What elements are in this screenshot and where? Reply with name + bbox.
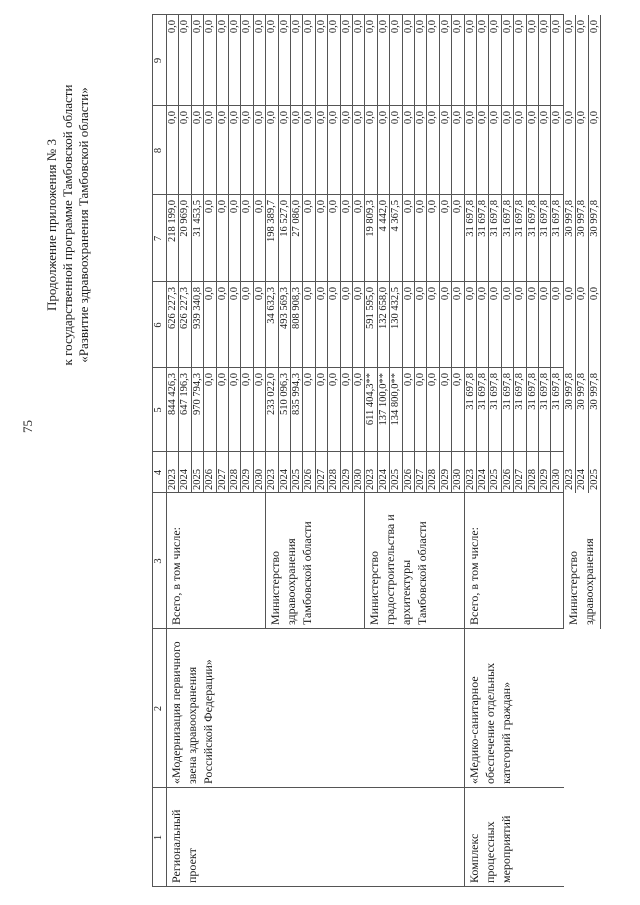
year-cell: 2028 bbox=[526, 469, 538, 490]
group-line bbox=[265, 493, 266, 629]
year-cell: 2027 bbox=[415, 469, 426, 490]
value-cell: 0,0 bbox=[452, 287, 464, 301]
value-cell: 31 697,8 bbox=[501, 200, 513, 237]
value-cell: 591 595,0 bbox=[365, 287, 377, 329]
year-cell: 2023 bbox=[464, 469, 476, 490]
value-cell: 0,0 bbox=[588, 287, 600, 301]
value-cell: 0,0 bbox=[377, 20, 389, 34]
value-cell: 0,0 bbox=[229, 200, 240, 214]
value-cell: 0,0 bbox=[179, 20, 191, 34]
year-cell: 2024 bbox=[477, 469, 488, 490]
value-cell: 939 340,8 bbox=[191, 287, 203, 329]
value-cell: 0,0 bbox=[353, 287, 364, 301]
value-cell: 0,0 bbox=[501, 20, 513, 34]
value-cell: 0,0 bbox=[253, 373, 265, 387]
column-number: 5 bbox=[153, 407, 164, 413]
value-cell: 34 632,3 bbox=[266, 287, 278, 324]
year-cell: 2029 bbox=[241, 469, 253, 490]
value-cell: 0,0 bbox=[427, 20, 439, 34]
heading-line-3: «Развитие здравоохранения Тамбовской области» bbox=[76, 87, 91, 363]
value-cell: 0,0 bbox=[340, 287, 352, 301]
value-cell: 0,0 bbox=[328, 111, 340, 125]
value-cell: 0,0 bbox=[216, 20, 228, 34]
value-cell: 31 697,8 bbox=[489, 373, 501, 410]
value-cell: 0,0 bbox=[415, 111, 426, 125]
year-cell: 2026 bbox=[204, 469, 216, 490]
year-cell: 2029 bbox=[340, 469, 352, 490]
value-cell: 0,0 bbox=[452, 200, 464, 214]
value-cell: 0,0 bbox=[216, 287, 228, 301]
value-cell: 0,0 bbox=[340, 200, 352, 214]
column-number: 2 bbox=[153, 705, 164, 712]
column-number: 7 bbox=[153, 235, 164, 242]
value-cell: 808 908,3 bbox=[291, 287, 302, 329]
value-cell: 27 086,0 bbox=[291, 200, 302, 237]
year-cell: 2025 bbox=[588, 469, 600, 490]
value-cell: 0,0 bbox=[514, 287, 526, 301]
column-line bbox=[152, 367, 564, 368]
year-cell: 2028 bbox=[427, 469, 439, 490]
value-cell: 31 697,8 bbox=[514, 373, 526, 410]
value-cell: 0,0 bbox=[253, 287, 265, 301]
value-cell: 0,0 bbox=[439, 200, 451, 214]
year-cell: 2028 bbox=[328, 469, 340, 490]
column-number: 1 bbox=[153, 834, 164, 841]
value-cell: 0,0 bbox=[266, 20, 278, 34]
value-cell: 0,0 bbox=[439, 111, 451, 125]
value-cell: 31 453,5 bbox=[191, 200, 203, 237]
year-cell: 2030 bbox=[253, 469, 265, 490]
value-cell: 0,0 bbox=[402, 200, 414, 214]
value-cell: 30 997,8 bbox=[563, 373, 575, 410]
value-cell: 30 997,8 bbox=[576, 373, 588, 410]
value-cell: 0,0 bbox=[278, 111, 290, 125]
value-cell: 0,0 bbox=[563, 20, 575, 34]
value-cell: 0,0 bbox=[353, 200, 364, 214]
value-cell: 0,0 bbox=[328, 200, 340, 214]
value-cell: 0,0 bbox=[303, 20, 315, 34]
value-cell: 0,0 bbox=[402, 20, 414, 34]
section-name: «Модернизация первичного звена здравоохранения Российской Федерации» bbox=[169, 641, 215, 784]
value-cell: 0,0 bbox=[551, 20, 563, 34]
value-cell: 0,0 bbox=[216, 373, 228, 387]
value-cell: 0,0 bbox=[439, 287, 451, 301]
value-cell: 0,0 bbox=[315, 373, 327, 387]
value-cell: 0,0 bbox=[402, 111, 414, 125]
value-cell: 0,0 bbox=[241, 373, 253, 387]
value-cell: 0,0 bbox=[204, 373, 216, 387]
value-cell: 0,0 bbox=[315, 287, 327, 301]
value-cell: 0,0 bbox=[390, 111, 402, 125]
value-cell: 0,0 bbox=[526, 287, 538, 301]
value-cell: 0,0 bbox=[204, 20, 216, 34]
column-line bbox=[152, 194, 564, 195]
value-cell: 0,0 bbox=[191, 20, 203, 34]
column-number: 4 bbox=[153, 469, 164, 476]
value-cell: 0,0 bbox=[576, 20, 588, 34]
year-cell: 2027 bbox=[514, 469, 526, 490]
value-cell: 0,0 bbox=[303, 111, 315, 125]
value-cell: 31 697,8 bbox=[526, 200, 538, 237]
value-cell: 0,0 bbox=[415, 287, 426, 301]
value-cell: 0,0 bbox=[477, 111, 488, 125]
value-cell: 835 994,3 bbox=[291, 373, 302, 415]
year-cell: 2024 bbox=[576, 469, 588, 490]
value-cell: 647 196,3 bbox=[179, 373, 191, 415]
year-cell: 2025 bbox=[390, 469, 402, 490]
value-cell: 0,0 bbox=[402, 287, 414, 301]
value-cell: 0,0 bbox=[489, 287, 501, 301]
value-cell: 137 100,0** bbox=[377, 373, 389, 426]
value-cell: 0,0 bbox=[526, 111, 538, 125]
value-cell: 0,0 bbox=[377, 111, 389, 125]
value-cell: 132 658,0 bbox=[377, 287, 389, 329]
value-cell: 0,0 bbox=[229, 287, 240, 301]
value-cell: 0,0 bbox=[427, 200, 439, 214]
value-cell: 0,0 bbox=[216, 200, 228, 214]
year-cell: 2027 bbox=[216, 469, 228, 490]
section-type: Комплекс процессных мероприятий bbox=[467, 815, 513, 883]
value-cell: 31 697,8 bbox=[489, 200, 501, 237]
value-cell: 0,0 bbox=[576, 287, 588, 301]
value-cell: 970 794,3 bbox=[191, 373, 203, 415]
value-cell: 0,0 bbox=[415, 373, 426, 387]
value-cell: 611 404,3** bbox=[365, 373, 377, 426]
value-cell: 0,0 bbox=[439, 373, 451, 387]
section-line bbox=[464, 493, 465, 887]
value-cell: 0,0 bbox=[315, 111, 327, 125]
year-cell: 2024 bbox=[377, 469, 389, 490]
value-cell: 0,0 bbox=[464, 111, 476, 125]
value-cell: 31 697,8 bbox=[477, 200, 488, 237]
value-cell: 31 697,8 bbox=[464, 373, 476, 410]
value-cell: 0,0 bbox=[539, 287, 550, 301]
value-cell: 0,0 bbox=[489, 111, 501, 125]
year-cell: 2023 bbox=[365, 469, 377, 490]
year-cell: 2025 bbox=[191, 469, 203, 490]
column-line bbox=[152, 451, 564, 452]
value-cell: 0,0 bbox=[303, 373, 315, 387]
page-number: 75 bbox=[20, 420, 35, 433]
value-cell: 0,0 bbox=[204, 111, 216, 125]
year-cell: 2025 bbox=[489, 469, 501, 490]
value-cell: 134 800,0** bbox=[390, 373, 402, 426]
year-cell: 2026 bbox=[402, 469, 414, 490]
value-cell: 844 426,3 bbox=[167, 373, 178, 415]
value-cell: 0,0 bbox=[501, 287, 513, 301]
value-cell: 31 697,8 bbox=[477, 373, 488, 410]
value-cell: 218 199,0 bbox=[167, 200, 178, 242]
value-cell: 0,0 bbox=[402, 373, 414, 387]
value-cell: 0,0 bbox=[588, 20, 600, 34]
value-cell: 31 697,8 bbox=[539, 200, 550, 237]
value-cell: 0,0 bbox=[266, 111, 278, 125]
group-label: Министерство здравоохранения bbox=[566, 538, 596, 625]
value-cell: 19 809,3 bbox=[365, 200, 377, 237]
section-name: «Медико-санитарное обеспечение отдельных категорий граждан» bbox=[467, 662, 513, 784]
value-cell: 16 527,0 bbox=[278, 200, 290, 237]
value-cell: 0,0 bbox=[291, 111, 302, 125]
column-number: 6 bbox=[153, 322, 164, 328]
value-cell: 30 997,8 bbox=[588, 373, 600, 410]
value-cell: 198 389,7 bbox=[266, 200, 278, 242]
value-cell: 0,0 bbox=[526, 20, 538, 34]
value-cell: 233 022,0 bbox=[266, 373, 278, 415]
value-cell: 0,0 bbox=[576, 111, 588, 125]
year-cell: 2025 bbox=[291, 469, 302, 490]
value-cell: 0,0 bbox=[191, 111, 203, 125]
value-cell: 0,0 bbox=[340, 373, 352, 387]
value-cell: 31 697,8 bbox=[464, 200, 476, 237]
value-cell: 0,0 bbox=[278, 20, 290, 34]
column-line bbox=[152, 787, 564, 788]
value-cell: 0,0 bbox=[415, 20, 426, 34]
column-number: 9 bbox=[153, 57, 164, 64]
year-cell: 2026 bbox=[303, 469, 315, 490]
value-cell: 0,0 bbox=[489, 20, 501, 34]
year-cell: 2029 bbox=[439, 469, 451, 490]
year-cell: 2023 bbox=[266, 469, 278, 490]
value-cell: 0,0 bbox=[241, 20, 253, 34]
value-cell: 0,0 bbox=[253, 111, 265, 125]
value-cell: 0,0 bbox=[204, 200, 216, 214]
heading-line-1: Продолжение приложения № 3 bbox=[44, 139, 59, 311]
value-cell: 0,0 bbox=[291, 20, 302, 34]
value-cell: 0,0 bbox=[477, 287, 488, 301]
year-cell: 2028 bbox=[229, 469, 240, 490]
value-cell: 0,0 bbox=[551, 111, 563, 125]
value-cell: 0,0 bbox=[241, 287, 253, 301]
column-line bbox=[152, 105, 564, 106]
value-cell: 0,0 bbox=[514, 111, 526, 125]
value-cell: 0,0 bbox=[315, 20, 327, 34]
year-cell: 2024 bbox=[179, 469, 191, 490]
year-cell: 2030 bbox=[452, 469, 464, 490]
group-label: Всего, в том числе: bbox=[169, 527, 183, 625]
value-cell: 0,0 bbox=[563, 287, 575, 301]
value-cell: 510 096,3 bbox=[278, 373, 290, 415]
heading-line-2: к государственной программе Тамбовской области bbox=[60, 84, 75, 366]
value-cell: 0,0 bbox=[241, 111, 253, 125]
value-cell: 4 367,5 bbox=[390, 200, 402, 232]
column-line bbox=[152, 628, 564, 629]
value-cell: 0,0 bbox=[229, 20, 240, 34]
value-cell: 30 997,8 bbox=[563, 200, 575, 237]
value-cell: 0,0 bbox=[452, 373, 464, 387]
column-number: 8 bbox=[153, 147, 164, 154]
value-cell: 0,0 bbox=[340, 111, 352, 125]
column-line bbox=[152, 14, 564, 15]
value-cell: 130 432,5 bbox=[390, 287, 402, 329]
year-cell: 2023 bbox=[167, 469, 178, 490]
column-line bbox=[152, 492, 564, 493]
value-cell: 0,0 bbox=[353, 111, 364, 125]
value-cell: 0,0 bbox=[241, 200, 253, 214]
year-cell: 2023 bbox=[563, 469, 575, 490]
value-cell: 20 969,0 bbox=[179, 200, 191, 237]
value-cell: 0,0 bbox=[588, 111, 600, 125]
row-line bbox=[600, 15, 601, 493]
group-line bbox=[563, 493, 564, 629]
group-label: Министерство градостроительства и архитектуры Тамбовской области bbox=[367, 514, 429, 625]
value-cell: 0,0 bbox=[539, 111, 550, 125]
budget-table bbox=[152, 15, 600, 887]
value-cell: 0,0 bbox=[514, 20, 526, 34]
value-cell: 493 569,3 bbox=[278, 287, 290, 329]
value-cell: 0,0 bbox=[539, 20, 550, 34]
value-cell: 626 227,3 bbox=[179, 287, 191, 329]
year-cell: 2024 bbox=[278, 469, 290, 490]
column-line bbox=[152, 281, 564, 282]
value-cell: 0,0 bbox=[452, 111, 464, 125]
value-cell: 0,0 bbox=[427, 287, 439, 301]
value-cell: 0,0 bbox=[477, 20, 488, 34]
year-cell: 2027 bbox=[315, 469, 327, 490]
group-line bbox=[600, 493, 601, 629]
value-cell: 0,0 bbox=[501, 111, 513, 125]
value-cell: 31 697,8 bbox=[539, 373, 550, 410]
value-cell: 0,0 bbox=[365, 111, 377, 125]
value-cell: 31 697,8 bbox=[526, 373, 538, 410]
value-cell: 0,0 bbox=[415, 200, 426, 214]
value-cell: 0,0 bbox=[167, 20, 178, 34]
value-cell: 0,0 bbox=[229, 111, 240, 125]
year-cell: 2030 bbox=[353, 469, 364, 490]
group-label: Всего, в том числе: bbox=[467, 527, 481, 625]
year-cell: 2029 bbox=[539, 469, 550, 490]
value-cell: 0,0 bbox=[253, 20, 265, 34]
value-cell: 0,0 bbox=[427, 111, 439, 125]
value-cell: 0,0 bbox=[167, 111, 178, 125]
value-cell: 0,0 bbox=[303, 287, 315, 301]
value-cell: 0,0 bbox=[452, 20, 464, 34]
column-number: 3 bbox=[153, 558, 164, 564]
value-cell: 0,0 bbox=[328, 373, 340, 387]
value-cell: 0,0 bbox=[353, 373, 364, 387]
value-cell: 0,0 bbox=[216, 111, 228, 125]
value-cell: 0,0 bbox=[365, 20, 377, 34]
value-cell: 0,0 bbox=[551, 287, 563, 301]
value-cell: 0,0 bbox=[315, 200, 327, 214]
value-cell: 0,0 bbox=[328, 20, 340, 34]
value-cell: 0,0 bbox=[464, 20, 476, 34]
value-cell: 0,0 bbox=[427, 373, 439, 387]
value-cell: 31 697,8 bbox=[514, 200, 526, 237]
value-cell: 0,0 bbox=[340, 20, 352, 34]
value-cell: 31 697,8 bbox=[501, 373, 513, 410]
value-cell: 31 697,8 bbox=[551, 373, 563, 410]
group-line bbox=[364, 493, 365, 629]
value-cell: 0,0 bbox=[563, 111, 575, 125]
value-cell: 0,0 bbox=[439, 20, 451, 34]
value-cell: 0,0 bbox=[253, 200, 265, 214]
value-cell: 0,0 bbox=[204, 287, 216, 301]
value-cell: 30 997,8 bbox=[576, 200, 588, 237]
group-label: Министерство здравоохранения Тамбовской области bbox=[268, 521, 314, 625]
value-cell: 626 227,3 bbox=[167, 287, 178, 329]
value-cell: 0,0 bbox=[303, 200, 315, 214]
value-cell: 0,0 bbox=[179, 111, 191, 125]
value-cell: 0,0 bbox=[328, 287, 340, 301]
value-cell: 0,0 bbox=[353, 20, 364, 34]
section-type: Региональный проект bbox=[169, 809, 199, 883]
year-cell: 2030 bbox=[551, 469, 563, 490]
value-cell: 0,0 bbox=[464, 287, 476, 301]
year-cell: 2026 bbox=[501, 469, 513, 490]
column-line bbox=[152, 886, 564, 887]
value-cell: 30 997,8 bbox=[588, 200, 600, 237]
value-cell: 0,0 bbox=[229, 373, 240, 387]
value-cell: 31 697,8 bbox=[551, 200, 563, 237]
value-cell: 0,0 bbox=[390, 20, 402, 34]
value-cell: 4 442,0 bbox=[377, 200, 389, 232]
